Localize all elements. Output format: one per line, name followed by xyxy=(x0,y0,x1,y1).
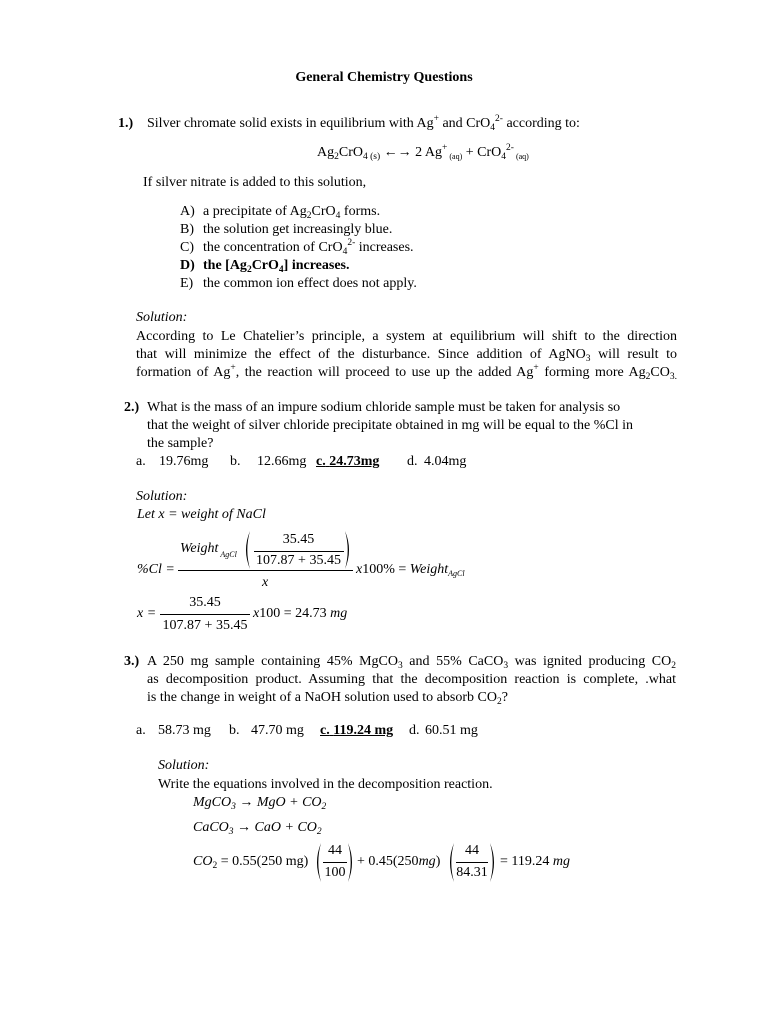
text: ←→ 2 Ag xyxy=(380,145,442,160)
option-letter: E) xyxy=(180,276,194,291)
choice-c-answer xyxy=(316,453,379,471)
choice-a-value: 58.73 mg xyxy=(158,723,211,738)
percent-cl-label: %Cl = xyxy=(137,562,175,577)
subscript: AgCl xyxy=(448,569,465,578)
subscript: 3. xyxy=(669,372,677,382)
fraction-numerator: 35.45 xyxy=(282,532,315,547)
text: According to Le Chatelier’s principle, a system at equilibrium will shift to the direction xyxy=(136,329,677,344)
text: mg xyxy=(552,854,571,869)
left-parenthesis xyxy=(242,530,252,570)
option-c xyxy=(180,239,414,257)
text: x xyxy=(253,606,260,621)
choice-letter: c. xyxy=(316,454,326,469)
text: CO xyxy=(193,854,213,869)
text: formation of Ag xyxy=(136,365,231,380)
text: increases. xyxy=(355,240,414,255)
option-e xyxy=(180,275,417,293)
subscript: 2 xyxy=(246,265,252,275)
subscript: 2 xyxy=(212,861,218,871)
question-3-stem-line xyxy=(147,653,676,671)
subscript: 2 xyxy=(496,697,502,707)
choice-b-letter: b. xyxy=(229,723,240,738)
text: Silver chromate solid exists in equilibrium with Ag xyxy=(147,116,434,131)
superscript: 2- xyxy=(495,114,503,124)
subscript: 4 xyxy=(490,123,496,133)
option-b xyxy=(180,221,392,239)
text: CrO xyxy=(251,258,279,273)
choice-d-letter: d. xyxy=(409,723,420,738)
choice-c-answer xyxy=(320,722,393,740)
text: = 119.24 xyxy=(500,854,553,869)
text: the [Ag xyxy=(203,258,247,273)
text: + 0.45(250 xyxy=(357,854,419,869)
text: Weight xyxy=(409,562,449,577)
superscript: + xyxy=(433,114,439,124)
subscript: AgCl xyxy=(220,550,237,559)
subscript: 3 xyxy=(503,661,509,671)
text: the common ion effect does not apply. xyxy=(203,276,417,291)
solution-label: Solution: xyxy=(136,310,188,325)
subscript: (aq) xyxy=(447,152,463,161)
superscript: 2- xyxy=(506,143,514,153)
subscript: 4 (s) xyxy=(363,152,381,162)
question-1-prompt: If silver nitrate is added to this solution, xyxy=(143,175,367,190)
question-1-number: 1.) xyxy=(118,116,134,131)
formula-rhs xyxy=(356,561,465,579)
right-parenthesis xyxy=(343,530,353,570)
text: CaCO xyxy=(193,820,229,835)
subscript: 2 xyxy=(334,152,339,162)
text: forms. xyxy=(340,204,381,219)
fraction-denominator: 84.31 xyxy=(456,865,488,880)
text: ) xyxy=(435,854,441,869)
fraction-numerator: 44 xyxy=(465,843,479,858)
superscript: + xyxy=(533,363,539,373)
fraction-bar xyxy=(456,862,488,863)
superscript: + xyxy=(230,363,236,373)
text: mg xyxy=(418,854,436,869)
subscript: 2 xyxy=(321,802,327,812)
text: A 250 mg sample containing 45% MgCO xyxy=(147,654,398,669)
reaction-mgco3 xyxy=(193,794,326,812)
choice-d-value: 4.04mg xyxy=(424,454,467,469)
choice-b-value: 12.66mg xyxy=(257,454,307,469)
question-3-stem-line xyxy=(147,671,676,689)
text: 100 = 24.73 xyxy=(259,606,331,621)
solution-line xyxy=(136,364,677,382)
subscript: 3 xyxy=(585,354,591,364)
solution-label: Solution: xyxy=(136,489,188,504)
text: and 55% CaCO xyxy=(402,654,504,669)
subscript: (aq) xyxy=(513,152,529,161)
choice-a-letter: a. xyxy=(136,723,146,738)
solution-intro: Write the equations involved in the decomposition reaction. xyxy=(158,777,493,792)
option-d-answer xyxy=(180,257,350,275)
subscript: 3 xyxy=(231,802,236,812)
superscript: + xyxy=(442,143,448,153)
choice-letter: c. xyxy=(320,723,330,738)
text: = 0.55(250 mg) xyxy=(217,854,309,869)
subscript: 4 xyxy=(278,265,284,275)
text: forming more Ag xyxy=(538,365,646,380)
question-2-stem-line: What is the mass of an impure sodium chloride sample must be taken for analysis so xyxy=(147,400,621,415)
choice-value: 24.73mg xyxy=(329,454,380,469)
choice-d-value: 60.51 mg xyxy=(425,723,478,738)
text: and CrO xyxy=(438,116,491,131)
text: MgCO xyxy=(193,795,232,810)
text: → CaO + CO xyxy=(233,820,317,835)
text: Weight xyxy=(180,541,219,556)
subscript: 2 xyxy=(306,211,312,221)
variable-definition: Let x = weight of NaCl xyxy=(137,507,266,522)
text: , the reaction will proceed to use up the added Ag xyxy=(235,365,534,380)
calc-result xyxy=(500,853,570,871)
fraction-denominator-x: x xyxy=(262,575,269,590)
fraction-numerator: 35.45 xyxy=(189,595,221,610)
superscript: 2- xyxy=(347,238,356,248)
text: will result to xyxy=(590,347,677,362)
formula-result xyxy=(253,605,347,623)
question-2-stem-line: that the weight of silver chloride precipitate obtained in mg will be equal to the %Cl in xyxy=(147,418,633,433)
fraction-denominator: 107.87 + 35.45 xyxy=(162,618,248,633)
text: 100% = xyxy=(362,562,410,577)
equilibrium-equation xyxy=(317,144,529,162)
subscript: 2 xyxy=(316,827,322,837)
fraction-bar xyxy=(323,862,347,863)
text: that will minimize the effect of the disturbance. Since addition of AgNO xyxy=(136,347,586,362)
text: x xyxy=(356,562,363,577)
text: the concentration of CrO xyxy=(203,240,343,255)
choice-a-letter: a. xyxy=(136,454,146,469)
calc-middle xyxy=(357,853,440,871)
text: → MgO + CO xyxy=(235,795,322,810)
option-letter: A) xyxy=(180,204,195,219)
right-parenthesis xyxy=(346,842,356,883)
text: ? xyxy=(501,690,508,705)
option-letter: B) xyxy=(180,222,194,237)
page-title: General Chemistry Questions xyxy=(295,70,473,85)
text: Ag xyxy=(317,145,335,160)
text: mg xyxy=(330,606,348,621)
fraction-numerator: 44 xyxy=(328,843,342,858)
option-letter: C) xyxy=(180,240,194,255)
choice-b-letter: b. xyxy=(230,454,241,469)
solution-line xyxy=(136,328,677,346)
main-fraction-bar xyxy=(178,570,353,571)
question-2-stem-line: the sample? xyxy=(147,436,214,451)
text: ] increases. xyxy=(283,258,350,273)
subscript: 2 xyxy=(671,661,676,671)
subscript: 4 xyxy=(342,247,348,257)
subscript: 4 xyxy=(501,152,507,162)
text: according to: xyxy=(502,116,580,131)
choice-value: 119.24 mg xyxy=(333,723,394,738)
solution-line xyxy=(136,346,677,364)
option-letter: D) xyxy=(180,258,195,273)
choice-a-value: 19.76mg xyxy=(159,454,209,469)
text: CO xyxy=(650,365,670,380)
right-parenthesis xyxy=(488,842,498,883)
subscript: 3 xyxy=(228,827,234,837)
text: as decomposition product. Assuming that the decomposition reaction is complete, .what xyxy=(147,672,676,687)
text: is the change in weight of a NaOH solution used to absorb CO xyxy=(147,690,497,705)
solution-label: Solution: xyxy=(158,758,210,773)
question-3-number: 3.) xyxy=(124,654,140,669)
text: CrO xyxy=(338,145,363,160)
question-1-stem xyxy=(147,115,580,133)
option-a xyxy=(180,203,380,221)
fraction-denominator: 100 xyxy=(324,865,346,880)
calc-lhs xyxy=(193,853,308,871)
fraction-bar xyxy=(160,614,250,615)
choice-b-value: 47.70 mg xyxy=(251,723,304,738)
text: + CrO xyxy=(462,145,502,160)
text: the solution get increasingly blue. xyxy=(203,222,393,237)
question-2-number: 2.) xyxy=(124,400,140,415)
choice-d-letter: d. xyxy=(407,454,418,469)
subscript: 3 xyxy=(397,661,403,671)
text: a precipitate of Ag xyxy=(203,204,307,219)
weight-agcl-term xyxy=(180,540,237,558)
text: CrO xyxy=(311,204,336,219)
subscript: 4 xyxy=(335,211,341,221)
x-label: x = xyxy=(137,606,157,621)
subscript: 2 xyxy=(645,372,651,382)
text: was ignited producing CO xyxy=(508,654,672,669)
question-3-stem-line xyxy=(147,689,508,707)
reaction-caco3 xyxy=(193,819,322,837)
fraction-denominator: 107.87 + 35.45 xyxy=(256,553,341,568)
